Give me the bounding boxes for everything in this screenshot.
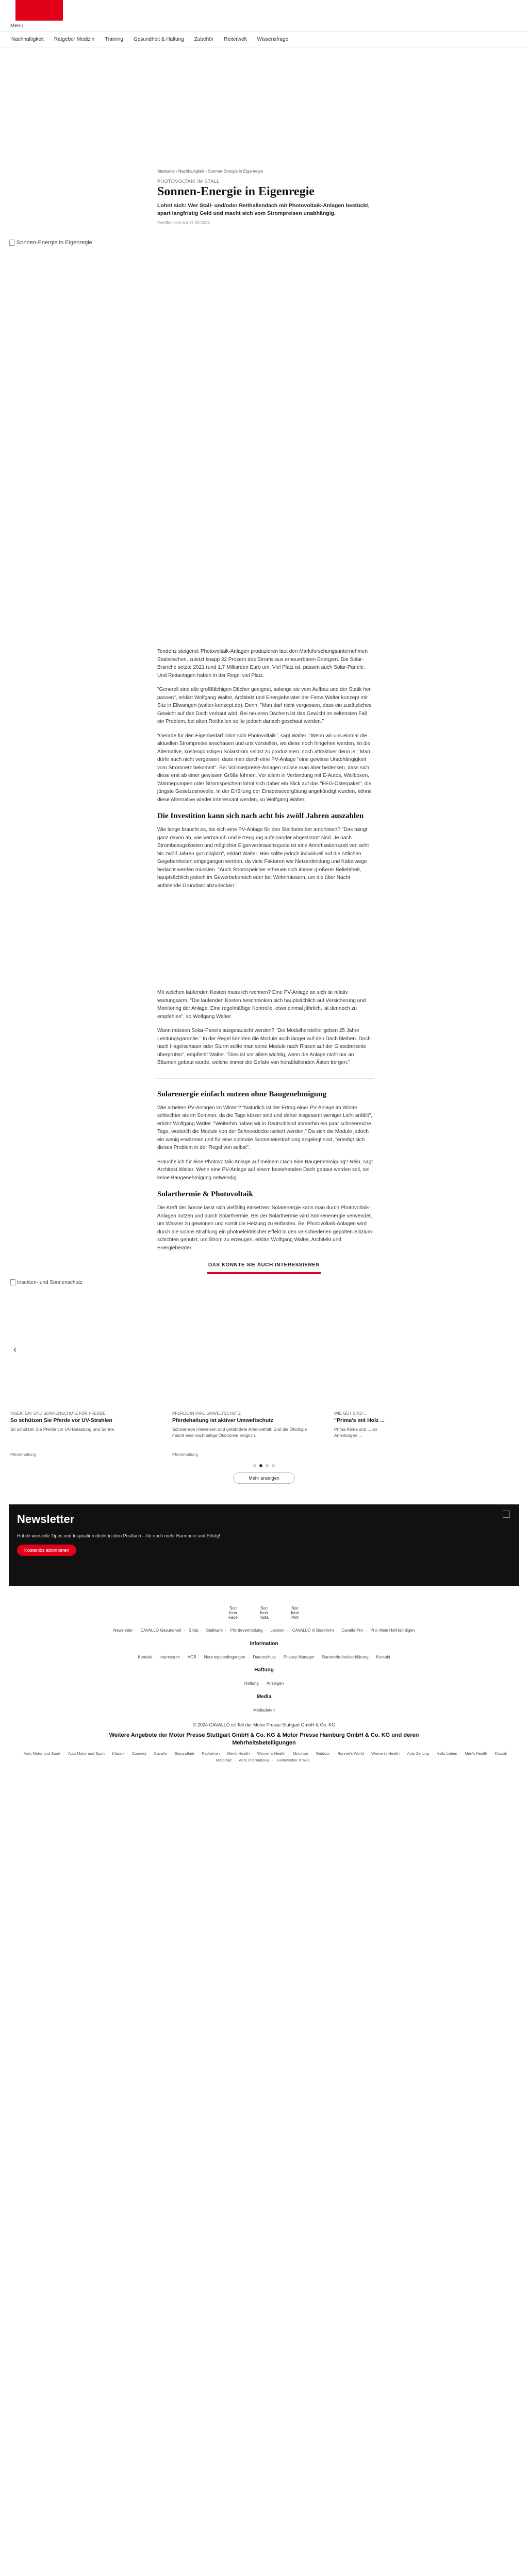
card-title[interactable]: Pferdehaltung ist aktiver Umweltschutz	[172, 1417, 274, 1424]
brand-link[interactable]: Cavallo	[154, 1751, 167, 1756]
brand-link[interactable]: Auto Motor und Sport	[23, 1751, 61, 1756]
related-carousel	[0, 1279, 528, 1457]
nav-item[interactable]: Nachhaltigkeit	[11, 37, 44, 42]
card-title[interactable]: "Prima's mit Holz ...	[334, 1417, 385, 1424]
pinterest-icon[interactable]: Soc Icon Pint	[291, 1606, 299, 1620]
carousel-prev-arrow-icon[interactable]: ‹	[13, 1344, 16, 1355]
brand-link[interactable]: Women's Health	[257, 1751, 286, 1756]
related-articles	[0, 1262, 528, 1484]
brand-link[interactable]: Auto Motor und Sport	[68, 1751, 105, 1756]
ad-placeholder	[0, 47, 528, 169]
article-header	[157, 169, 374, 225]
footer-link[interactable]: Pro: Mein Heft kündigen	[370, 1628, 415, 1633]
paragraph: "Gerade für den Eigenbedarf lohnt sich Photovoltaik", sagt Walter. "Wenn wir uns einmal die aktuellen Strompreise anschauen und uns vorstellen, wo diese noch hingehen werden, ist die Alternative, kostengünstigen Solarstrom selbst zu produzieren, noch attraktiver denn je." Man dürfe auch nicht vergessen, dass man durch eine PV-Anlage "eine gewisse Unabhängigkeit vom Stromnetz bekommt". Bei Vollmietpreise-Anlagen müsse man aber bedenken, dass sich diese erst ab einer gewissen Größe lohnen. Vor allem in Verbindung mit E-Autos, Wallboxen, Wärmepumpen oder Stromspeichern lohnt sich daher ein Blick auf das "EEG-Osterpaket", die jüngste Gesetzesnovelle. In der Erfüllung der Einspeisevergütung angekündigt wurden, könne diese Alternative wieder interessant werden, so Wolfgang Walter.	[157, 733, 372, 803]
footer-link[interactable]: Mediadaten	[253, 1707, 275, 1713]
card-image	[172, 1279, 317, 1408]
card-kicker: INSEKTEN- UND SONNENSCHUTZ FÜR PFERDE	[10, 1411, 106, 1416]
article-lead: Lohnt sich: Wer Stall- und/oder Reithallendach mit Photovoltaik-Anlagen bestückt, spart langfristig Geld und macht sich vom Strompreisen unabhängig.	[157, 202, 370, 217]
card-category: Pferdehaltung	[172, 1452, 198, 1458]
brand-link[interactable]: Connect	[131, 1751, 146, 1756]
article-kicker: PHOTOVOLTAIK IM STALL	[157, 179, 220, 184]
card-title[interactable]: So schützen Sie Pferde vor UV-Strahlen	[10, 1417, 112, 1424]
carousel-dot-active[interactable]	[259, 1464, 262, 1467]
footer-link[interactable]: Nutzungsbedingungen	[204, 1654, 245, 1659]
footer-links-media	[0, 1707, 528, 1714]
footer-link[interactable]: Pferdevermittlung	[230, 1628, 263, 1633]
brand-link[interactable]: Runner's World	[337, 1751, 364, 1756]
divider	[157, 1078, 374, 1079]
carousel-dots	[0, 1464, 528, 1467]
carousel-dot[interactable]	[272, 1464, 275, 1467]
footer-link[interactable]: Haftung	[244, 1681, 259, 1686]
footer-link[interactable]: CAVALLO in Bookform	[292, 1628, 334, 1633]
nav-item[interactable]: Zubehör	[194, 37, 214, 42]
footer-link[interactable]: Privacy Manager	[283, 1654, 315, 1659]
instagram-icon[interactable]: Soc Icon Insta	[259, 1606, 269, 1620]
card-category: Pferdehaltung	[10, 1452, 36, 1458]
card-kicker: WIE GUT SIND ...	[334, 1411, 368, 1416]
related-card[interactable]	[172, 1279, 317, 1457]
show-more-button[interactable]: Mehr anzeigen	[233, 1472, 295, 1484]
brand-link[interactable]: Hallo Leben	[436, 1751, 457, 1756]
article-body	[157, 648, 374, 1252]
section-heading: Solarenergie einfach nutzen ohne Baugenehmigung	[157, 1090, 327, 1098]
article-date: Veröffentlicht am 17.03.2024	[157, 221, 210, 226]
footer-heading-haftung: Haftung	[254, 1667, 274, 1673]
broken-image-icon	[9, 240, 14, 246]
brand-link[interactable]: Men's Health	[465, 1751, 487, 1756]
paragraph: "Generell sind alle großflächigen Dächer geeignet, solange sie vom Aufbau und der Statik her passen", erklärt Wolfgang Walter, Architekt und Energieberater der Firma Walter konzept mit Sitz in Ellwangen (walter-konzept.de). Denn: "Man darf nicht vergessen, dass ein zusätzliches Gewicht auf das Dach verbaut wird. Bei neueren Dächern ist das Gewicht im seltensten Fall ein Problem, bei alten Reithallen sollte jedoch danach geschaut werden."	[157, 687, 372, 725]
paragraph: Wie lange braucht es, bis sich eine PV-Anlage für den Stallbetreiber amortisiert? "Das hängt ganz davon ab, wie Verbrauch und Erzeugung aufeinander abgestimmt sind. Je nach Strombezugskosten und möglicher Eigenverbrauchsquote ist eine Amortisationszeit von acht bis zwölf Jahren gut möglich", erklärt Walter. Hier sollte jedoch individuell auf die örtlichen Gegebenheiten eingegangen werden, da viele Faktoren wie Netzanbindung und Kabelwege bedacht werden müssten. "Auch Stromspeicher erfreuen sich immer größerer Beliebtheit, hauptsächlich jedoch im Gewerbebereich oder bei Wohnhäusern, um die über Nacht anfallende Grundlast abzudecken."	[157, 827, 369, 889]
section-heading: Die Investition kann sich nach acht bis zwölf Jahren auszahlen	[157, 812, 364, 821]
paragraph: Tendenz steigend: Photovoltaik-Anlagen produzieren laut den Marktforschungsunternehmen Statistischen, zuletzt knapp 22 Prozent des Stroms aus erneuerbaren Energien. Die Solar-Branche setzte 2021 rund 1,7 Milliarden Euro um. Viel Platz ist, passen auch Solar-Panele. Und Reitanlagen haben in der Regel viel Platz.	[157, 649, 368, 679]
card-image	[334, 1279, 401, 1408]
site-logo[interactable]	[15, 0, 63, 21]
card-text: So schützen Sie Pferde vor UV-Belastung und Sonne.	[10, 1427, 116, 1432]
related-title-bar	[207, 1272, 321, 1274]
section-heading: Solarthermie & Photovoltaik	[157, 1190, 253, 1199]
paragraph: Die Kraft der Sonne lässt sich vielfältig einsetzen: Solarenergie kann man durch Photovoltaik-Anlagen nutzen und durch Solarthermie. Bei der Solarthermie wird Sonnenenergie verwendet, um Wasser zu gewinnen und somit die Heizung zu entlasten. Bei Photovoltaik-Anlagen wird durch die solare Strahlung ein photoelektrischer Effekt in den verschiedenen gepolten Silizium-schichten genutzt, um Strom zu erzeugen, erklärt Wolfgang Walter, Architekt und Energieberater.	[157, 1205, 374, 1251]
card-kicker: PFERDE IN IHRE UMWELTSCHUTZ	[172, 1411, 241, 1416]
brand-links: Auto Motor und Sport · Auto Motor und Sport · Klassik · Connect · Cavallo · Gesundheit · Radfahren · Men's Health · Women's Health · Motorrad · Outdoor · Runner's World · Women's Health · Auto Zeitung · Hallo Leben · Men's Health · Klassik Motorrad · Aero International · Heimwerker Praxis	[23, 1751, 507, 1763]
more-offers-heading: Weitere Angebote der Motor Presse Stuttgart GmbH & Co. KG & Motor Presse Hamburg GmbH & Co. KG und deren Mehrheitsbeteiligungen	[109, 1732, 419, 1746]
paragraph: Wie arbeiten PV-Anlagen im Winter? "Natürlich ist der Ertrag einer PV-Anlage im Winter schlechter als im Sommer, da die Tage kürzer sind und daher insgesamt weniger Licht anfällt", erklärt Wolfgang Walter. "Weiterhin haben wir in Deutschland immerhin ein paar schneereiche Tage, wodurch die Module von der Schneedecke isoliert werden." Da sich die Module jedoch ein wenig erwärmen und für eine optimale Sonneneinstrahlung angelegt sind, "erledigt sich dieses Problem in der Regel von selbst".	[157, 1105, 372, 1151]
newsletter-title: Newsletter	[17, 1513, 75, 1526]
footer-link[interactable]: AGB	[187, 1654, 196, 1659]
brand-link[interactable]: Aero International	[239, 1758, 270, 1763]
footer-link[interactable]: Lexikon	[270, 1628, 285, 1633]
brand-link[interactable]: Outdoor	[316, 1751, 330, 1756]
footer-link[interactable]: Impressum	[159, 1654, 180, 1659]
footer-links-top: Newsletter · CAVALLO Gesundheit · Shop · Stallwahl · Pferdevermittlung · Lexikon · CAVALLO in Bookform · Cavallo Pro · Pro: Mein Heft kündigen	[113, 1628, 415, 1633]
brand-link[interactable]: Women's Health	[371, 1751, 400, 1756]
hero-image	[0, 235, 528, 648]
related-title: DAS KÖNNTE SIE AUCH INTERESSIEREN	[208, 1262, 320, 1268]
nav-item[interactable]: Training	[105, 37, 123, 42]
broken-image-icon	[503, 1511, 510, 1518]
nav-item[interactable]: Reiterwelt	[224, 37, 247, 42]
inline-ad-placeholder	[157, 896, 374, 989]
breadcrumb[interactable]: Startseite › Nachhaltigkeit › Sonnen-Energie in Eigenregie	[157, 169, 263, 174]
nav-item[interactable]: Gesundheit & Haltung	[133, 37, 184, 42]
card-text: Prima Klima und ... an Anleitungen ...	[334, 1427, 377, 1438]
footer-link[interactable]: Datenschutz	[253, 1654, 276, 1659]
carousel-dot[interactable]	[253, 1464, 256, 1467]
paragraph: Mit welchen laufenden Kosten muss ich rechnen? Eine PV-Anlage an sich ist relativ wartungsarm. "Die laufenden Kosten beschränken sich hauptsächlich auf Versicherung und Monitoring der Anlage. Eine regelmäßige Kontrolle, etwa einmal jährlich, ist dennoch zu empfehlen", so Wolfgang Walter.	[157, 990, 366, 1020]
menu-button[interactable]: Menü	[10, 23, 24, 29]
card-image-alt-text: Insekten- und Sonnenschutz	[17, 1279, 82, 1285]
brand-link[interactable]: Auto Zeitung	[407, 1751, 430, 1756]
top-bar	[0, 0, 528, 21]
footer-link[interactable]: Kontakt	[138, 1654, 152, 1659]
newsletter-box	[9, 1504, 519, 1586]
footer-link[interactable]: Shop	[189, 1628, 199, 1633]
footer-heading-media: Media	[256, 1693, 272, 1700]
brand-link[interactable]: Radfahren	[202, 1751, 220, 1756]
brand-link[interactable]: Klassik Motorrad	[216, 1751, 507, 1763]
related-card[interactable]	[10, 1279, 155, 1457]
nav-item[interactable]: Wissensfrage	[257, 37, 289, 42]
footer-link[interactable]: CAVALLO Gesundheit	[140, 1628, 182, 1633]
footer-link[interactable]: Anzeigen	[266, 1681, 284, 1686]
article-title: Sonnen-Energie in Eigenregie	[157, 185, 315, 198]
main-nav	[0, 32, 528, 47]
paragraph: Brauche ich für eine Photovoltaik-Anlage auf meinem Dach eine Baugenehmigung? Nein, sagt Architekt Walter. Wenn eine PV-Anlage auf einem bestehenden Dach gebaut werden soll, sei keine Baugenehmigung notwendig.	[157, 1159, 373, 1181]
broken-image-icon	[10, 1279, 15, 1285]
footer-link[interactable]: Cavallo Pro	[341, 1628, 363, 1633]
nav-item[interactable]: Ratgeber Medizin	[54, 37, 95, 42]
card-image-alt	[10, 1279, 82, 1285]
copyright: © 2024 CAVALLO ist Teil der Motor Presse Stuttgart GmbH & Co. KG	[192, 1722, 336, 1728]
brand-link[interactable]: Klassik	[112, 1751, 125, 1756]
brand-link[interactable]: Motorrad	[293, 1751, 309, 1756]
newsletter-subscribe-button[interactable]: Kostenlos abonnieren	[17, 1545, 76, 1556]
footer-heading-info: Information	[250, 1640, 278, 1647]
paragraph: Wann müssen Solar-Panels ausgetauscht werden? "Die Modulhersteller geben 25 Jahre Leistungsgarantie." In der Regel könnten die Module auch länger auf den Dach bleiben. Doch nach Hagelschauer oder Sturm sollte man seine Module nach Rissen auf der Glasoberseite überprüfen", empfiehlt Walter. "Dies ist vor allem wichtig, wenn die Anlage nicht nur an Bäumen gebaut wurde, welche immer die Gefahr von herabfallenden Ästen bergen."	[157, 1028, 371, 1066]
newsletter-text: Hol dir wertvolle Tipps und Inspiration direkt in dein Postfach – für noch mehr Harmonie und Erfolg!	[17, 1533, 220, 1539]
carousel-dot[interactable]	[266, 1464, 269, 1467]
card-image	[10, 1279, 155, 1408]
footer-link[interactable]: Newsletter	[113, 1628, 133, 1633]
brand-link[interactable]: Men's Health	[227, 1751, 250, 1756]
footer	[0, 1606, 528, 1764]
footer-links-haftung: Haftung · Anzeigen	[244, 1681, 284, 1686]
card-text: Schwierede Heiweisen und gefährdete Artenvielfalt. Erst die Ökologie macht eine nachhaltige Ökonomie möglich.	[172, 1427, 307, 1438]
hero-image-alt-text: Sonnen-Energie in Eigenregie	[16, 240, 92, 246]
footer-link[interactable]: Stallwahl	[206, 1628, 223, 1633]
brand-link[interactable]: Heimwerker Praxis	[277, 1758, 310, 1763]
facebook-icon[interactable]: Soc Icon Face	[228, 1606, 238, 1620]
brand-link[interactable]: Gesundheit	[174, 1751, 194, 1756]
footer-link[interactable]: Barrierefreiheitserklärung	[322, 1654, 369, 1659]
related-card[interactable]	[334, 1279, 401, 1457]
footer-link[interactable]: Kontakt	[376, 1654, 390, 1659]
footer-links-info: Kontakt · Impressum · AGB · Nutzungsbedingungen · Datenschutz · Privacy Manager · Barrierefreiheitserklärung · Kontakt	[138, 1654, 390, 1659]
hero-image-alt	[9, 240, 92, 246]
social-links	[0, 1606, 528, 1620]
menu-strip	[0, 21, 528, 32]
